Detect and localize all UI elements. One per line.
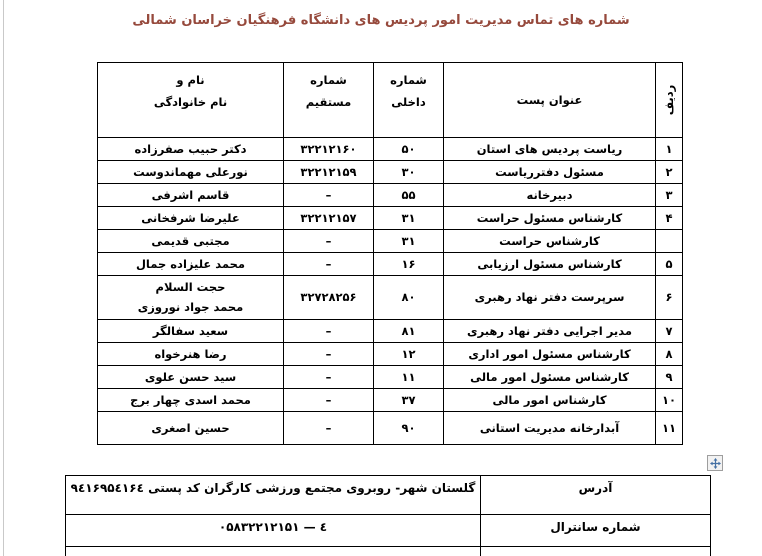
cell-direct-number: – — [284, 412, 374, 445]
table-row — [98, 184, 683, 207]
table-row — [98, 161, 683, 184]
document-title: شماره های تماس مدیریت امور پردیس های دانشگاه فرهنگیان خراسان شمالی — [132, 13, 630, 28]
table-row — [98, 343, 683, 366]
header-post-title: عنوان پست — [444, 63, 656, 138]
cell-post-title: مدیر اجرایی دفتر نهاد رهبری — [444, 320, 656, 343]
cell-internal-number: ۱۲ — [374, 343, 444, 366]
cell-person-name: قاسم اشرفی — [98, 184, 284, 207]
move-cross-icon — [710, 458, 721, 469]
table-row — [98, 320, 683, 343]
cell-direct-number: – — [284, 389, 374, 412]
cell-internal-number: ۵۵ — [374, 184, 444, 207]
cell-row-number: ۷ — [656, 320, 683, 343]
empty-row — [66, 547, 711, 556]
cell-row-number: ۸ — [656, 343, 683, 366]
cell-person-name: محمد علیزاده جمال — [98, 253, 284, 276]
table-row — [98, 276, 683, 320]
table-row — [98, 412, 683, 445]
cell-internal-number: ۸۱ — [374, 320, 444, 343]
cell-post-title: مسئول دفترریاست — [444, 161, 656, 184]
cell-internal-number: ۳۱ — [374, 207, 444, 230]
cell-person-name: حجت السلام محمد جواد نوروزی — [98, 276, 284, 320]
empty-cell — [66, 547, 481, 556]
central-number-label: شماره سانترال — [481, 515, 711, 547]
central-number-value: ۰۵۸۳۲۲۱۲۱۵۱ — ٤ — [66, 515, 481, 547]
table-row — [98, 138, 683, 161]
table-row — [98, 207, 683, 230]
address-info-table — [65, 475, 711, 556]
header-internal-number: شماره داخلی — [374, 63, 444, 138]
cell-person-name: دکتر حبیب صفرزاده — [98, 138, 284, 161]
cell-direct-number: ۳۲۷۲۸۲۵۶ — [284, 276, 374, 320]
cell-person-name: حسین اصغری — [98, 412, 284, 445]
cell-post-title: کارشناس مسئول امور اداری — [444, 343, 656, 366]
cell-internal-number: ۱۶ — [374, 253, 444, 276]
cell-post-title: کارشناس مسئول حراست — [444, 207, 656, 230]
header-row-number-label: ردیف — [662, 84, 676, 116]
cell-person-name: رضا هنرخواه — [98, 343, 284, 366]
cell-row-number: ۱۱ — [656, 412, 683, 445]
cell-person-name: علیرضا شرفخانی — [98, 207, 284, 230]
header-full-name: نام و نام خانوادگی — [98, 63, 284, 138]
cell-post-title: کارشناس امور مالی — [444, 389, 656, 412]
table-move-handle[interactable] — [707, 455, 723, 471]
cell-post-title: کارشناس مسئول ارزیابی — [444, 253, 656, 276]
contacts-table — [97, 62, 683, 445]
cell-person-name: نورعلی مهماندوست — [98, 161, 284, 184]
address-label: آدرس — [481, 476, 711, 515]
cell-internal-number: ۹۰ — [374, 412, 444, 445]
cell-internal-number: ۳۱ — [374, 230, 444, 253]
cell-direct-number: ۳۲۲۱۲۱۶۰ — [284, 138, 374, 161]
cell-internal-number: ۵۰ — [374, 138, 444, 161]
cell-post-title: کارشناس مسئول امور مالی — [444, 366, 656, 389]
cell-row-number: ۲ — [656, 161, 683, 184]
cell-row-number: ۶ — [656, 276, 683, 320]
cell-post-title: ریاست پردیس های استان — [444, 138, 656, 161]
table-row — [98, 230, 683, 253]
cell-direct-number: – — [284, 343, 374, 366]
table-row — [98, 366, 683, 389]
cell-person-name: سید حسن علوی — [98, 366, 284, 389]
cell-person-name: مجتبی قدیمی — [98, 230, 284, 253]
cell-row-number: ۵ — [656, 253, 683, 276]
table-row — [98, 389, 683, 412]
cell-row-number — [656, 230, 683, 253]
cell-row-number: ۳ — [656, 184, 683, 207]
cell-row-number: ۹ — [656, 366, 683, 389]
header-row — [98, 63, 683, 138]
cell-direct-number: – — [284, 184, 374, 207]
address-value: گلستان شهر- روبروی مجتمع ورزشی کارگران کد پستی ۹٤۱۶۹۵٤۱۶٤ — [66, 476, 481, 515]
cell-post-title: سرپرست دفتر نهاد رهبری — [444, 276, 656, 320]
cell-row-number: ۱ — [656, 138, 683, 161]
cell-direct-number: – — [284, 253, 374, 276]
cell-post-title: دبیرخانه — [444, 184, 656, 207]
cell-post-title: کارشناس حراست — [444, 230, 656, 253]
header-direct-number: شماره مستقیم — [284, 63, 374, 138]
cell-direct-number: – — [284, 320, 374, 343]
table-row — [98, 253, 683, 276]
cell-internal-number: ۳۷ — [374, 389, 444, 412]
cell-direct-number: ۳۲۲۱۲۱۵۷ — [284, 207, 374, 230]
cell-internal-number: ۳۰ — [374, 161, 444, 184]
page-edge-line — [3, 0, 4, 556]
cell-direct-number: ۳۲۲۱۲۱۵۹ — [284, 161, 374, 184]
cell-direct-number: – — [284, 366, 374, 389]
cell-row-number: ۱۰ — [656, 389, 683, 412]
address-row — [66, 476, 711, 515]
cell-internal-number: ۸۰ — [374, 276, 444, 320]
cell-direct-number: – — [284, 230, 374, 253]
empty-cell — [481, 547, 711, 556]
cell-person-name: محمد اسدی چهار برج — [98, 389, 284, 412]
cell-row-number: ۴ — [656, 207, 683, 230]
cell-post-title: آبدارخانه مدیریت استانی — [444, 412, 656, 445]
cell-person-name: سعید سفالگر — [98, 320, 284, 343]
cell-internal-number: ۱۱ — [374, 366, 444, 389]
header-row-number — [656, 63, 683, 138]
central-number-row — [66, 515, 711, 547]
